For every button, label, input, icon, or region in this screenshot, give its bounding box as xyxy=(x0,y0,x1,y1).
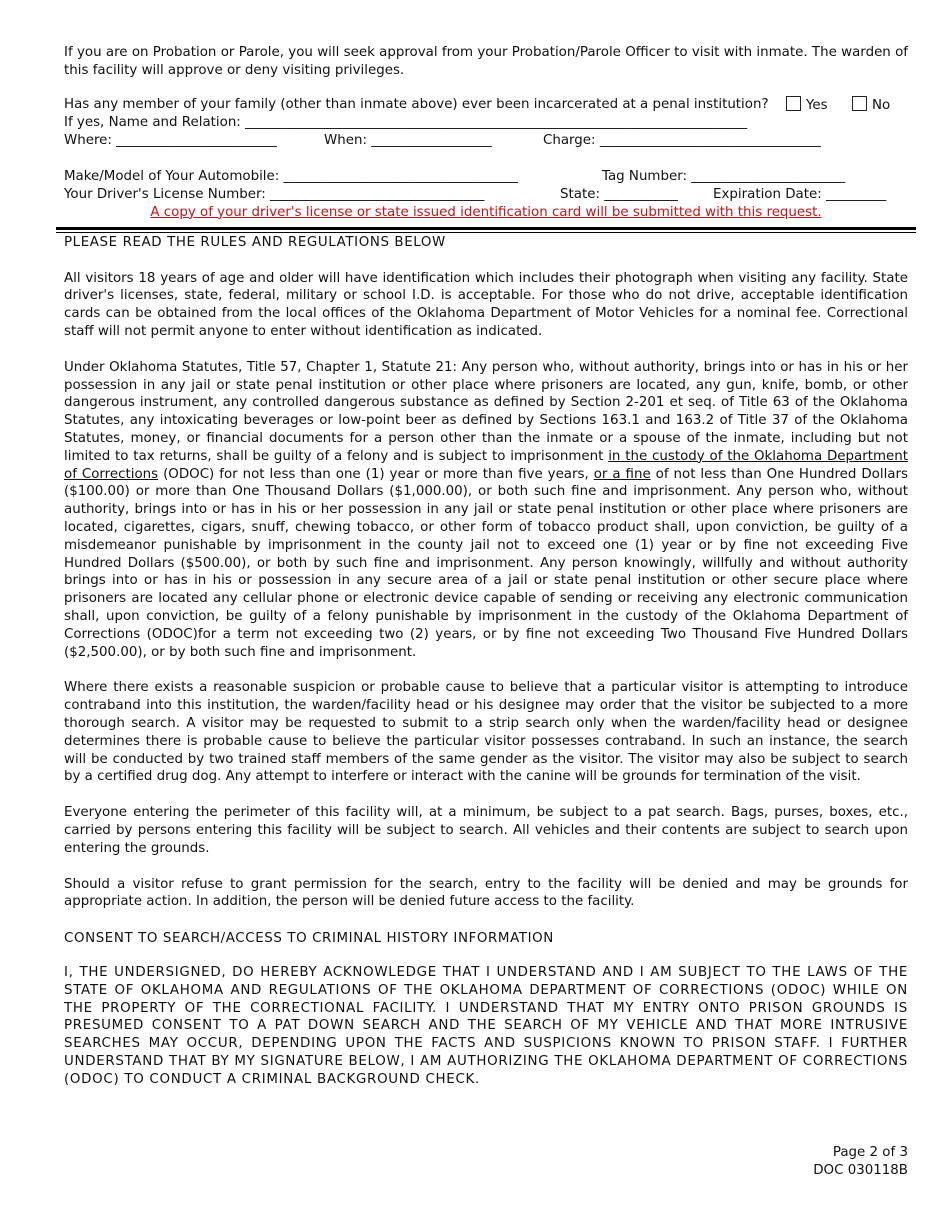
expiration-date-field[interactable]: Expiration Date: _________ xyxy=(713,186,887,202)
yes-option[interactable] xyxy=(786,96,828,115)
statute-fine-underlined: or a fine xyxy=(593,466,651,482)
no-label: No xyxy=(872,97,891,113)
charge-field[interactable]: Charge: _________________________________ xyxy=(543,132,821,148)
identification-paragraph: All visitors 18 years of age and older will have identification which includes their photograph when visiting any facility. State driver's licenses, state, federal, military or school I.D. is acceptable. For those who do not drive, acceptable identification cards can be obtained from the local offices of the Oklahoma Department of Motor Vehicles for a nominal fee. Correctional staff will not permit anyone to enter without identification as indicated. xyxy=(64,270,908,339)
where-when-charge-row xyxy=(64,132,908,150)
consent-paragraph: I, THE UNDERSIGNED, DO HEREBY ACKNOWLEDGE THAT I UNDERSTAND AND I AM SUBJECT TO THE LAWS OF THE STATE OF OKLAHOMA AND REGULATIONS OF THE OKLAHOMA DEPARTMENT OF CORRECTIONS (ODOC) WHILE ON THE PROPERTY OF THE CORRECTIONAL FACILITY. I UNDERSTAND THAT MY ENTRY ONTO PRISON GROUNDS IS PRESUMED CONSENT TO A PAT DOWN SEARCH AND THE SEARCH OF MY VEHICLE AND THAT MORE INTRUSIVE SEARCHES MAY OCCUR, DEPENDING UPON THE FACTS AND SUSPICIONS KNOWN TO PRISON STAFF. I FURTHER UNDERSTAND THAT BY MY SIGNATURE BELOW, I AM AUTHORIZING THE OKLAHOMA DEPARTMENT OF CORRECTIONS (ODOC) TO CONDUCT A CRIMINAL BACKGROUND CHECK. xyxy=(64,965,908,1087)
statute-custody-underlined: in the custody of the Oklahoma Department of Corrections xyxy=(64,448,908,482)
section-divider-thin xyxy=(56,232,916,233)
tag-number-field[interactable]: Tag Number: _______________________ xyxy=(602,168,846,184)
automobile-row xyxy=(64,168,908,186)
license-copy-note: A copy of your driver's license or state issued identification card will be submitted with this request. xyxy=(150,204,822,220)
statute-text-3: of not less than One Hundred Dollars ($100.00) or more than One Thousand Dollars ($1,000.00), or both such fine and imprisonment. Any person who, without authority, brings into or has in his or her possession in any jail or state penal institution or other place where prisoners are located, cigarettes, cigars, snuff, chewing tobacco, or other form of tobacco product shall, upon conviction, be guilty of a misdemeanor punishable by imprisonment in the county jail not to exceed one (1) year or by fine not exceeding Five Hundred Dollars ($500.00), or both by such fine and imprisonment. Any person knowingly, willfully and without authority brings into or has in his or possession in any secure area of a jail or state penal institution or other secure place where prisoners are located any cellular phone or electronic device capable of sending or receiving any electronic communication shall, upon conviction, be guilty of a felony punishable by imprisonment in the custody of the Oklahoma Department of Corrections (ODOC)for a term not exceeding two (2) years, or by fine not exceeding Two Thousand Five Hundred Dollars ($2,500.00), or by both such fine and imprisonment. xyxy=(64,466,908,660)
where-field[interactable]: Where: ________________________ xyxy=(64,132,277,148)
name-relation-field[interactable]: If yes, Name and Relation: ___________________________________________________________________________ xyxy=(64,114,748,130)
state-field[interactable]: State: ___________ xyxy=(560,186,678,202)
page-footer xyxy=(813,1144,908,1180)
rules-heading: PLEASE READ THE RULES AND REGULATIONS BELOW xyxy=(64,234,446,250)
no-checkbox[interactable] xyxy=(852,96,867,111)
document-code: DOC 030118B xyxy=(813,1163,908,1178)
form-page xyxy=(64,44,908,1089)
statute-text-2: (ODOC) for not less than one (1) year or more than five years, xyxy=(158,466,594,482)
no-option[interactable] xyxy=(852,96,890,115)
refuse-paragraph: Should a visitor refuse to grant permission for the search, entry to the facility will be denied and may be grounds for appropriate action. In addition, the person will be denied future access to the facility. xyxy=(64,876,908,910)
statute-paragraph xyxy=(64,359,908,662)
family-question: Has any member of your family (other than inmate above) ever been incarcerated at a penal institution? xyxy=(64,96,769,112)
probation-paragraph: If you are on Probation or Parole, you will seek approval from your Probation/Parole Officer to visit with inmate. The warden of this facility will approve or deny visiting privileges. xyxy=(64,45,908,78)
name-relation-row[interactable] xyxy=(64,114,908,132)
suspicion-paragraph: Where there exists a reasonable suspicion or probable cause to believe that a particular visitor is attempting to introduce contraband into this institution, the warden/facility head or his designee may order that the visitor be subjected to a more thorough search. A visitor may be requested to submit to a strip search only when the warden/facility head or designee determines there is probable cause to believe the particular visitor possesses contraband. In such an instance, the search will be conducted by two trained staff members of the same gender as the visitor. The visitor may also be subject to search by a certified drug dog. Any attempt to interfere or interact with the canine will be grounds for termination of the visit. xyxy=(64,680,908,785)
page-number: Page 2 of 3 xyxy=(832,1145,908,1160)
perimeter-paragraph: Everyone entering the perimeter of this facility will, at a minimum, be subject to a pat search. Bags, purses, boxes, etc., carried by persons entering this facility will be subject to search. All vehicles and their contents are subject to search upon entering the grounds. xyxy=(64,805,908,856)
when-field[interactable]: When: __________________ xyxy=(324,132,492,148)
license-row xyxy=(64,186,908,204)
consent-heading: CONSENT TO SEARCH/ACCESS TO CRIMINAL HISTORY INFORMATION xyxy=(64,931,554,947)
statute-text-1: Under Oklahoma Statutes, Title 57, Chapter 1, Statute 21: Any person who, without authority, brings into or has in his or her possession in any jail or state penal institution or other place where prisoners are located, any gun, knife, bomb, or other dangerous instrument, any controlled dangerous substance as defined by Section 2-201 et seq. of Title 63 of the Oklahoma Statutes, any intoxicating beverages or low-point beer as defined by Sections 163.1 and 163.2 of Title 37 of the Oklahoma Statutes, money, or financial documents for a person other than the inmate or a spouse of the inmate, including but not limited to tax returns, shall be guilty of a felony and is subject to imprisonment xyxy=(64,359,908,464)
section-divider-thick xyxy=(56,227,916,230)
license-number-field[interactable]: Your Driver's License Number: ________________________________ xyxy=(64,186,485,202)
yes-checkbox[interactable] xyxy=(786,96,801,111)
yes-label: Yes xyxy=(806,97,828,113)
family-question-row xyxy=(64,96,908,114)
make-model-field[interactable]: Make/Model of Your Automobile: ___________________________________ xyxy=(64,168,518,184)
